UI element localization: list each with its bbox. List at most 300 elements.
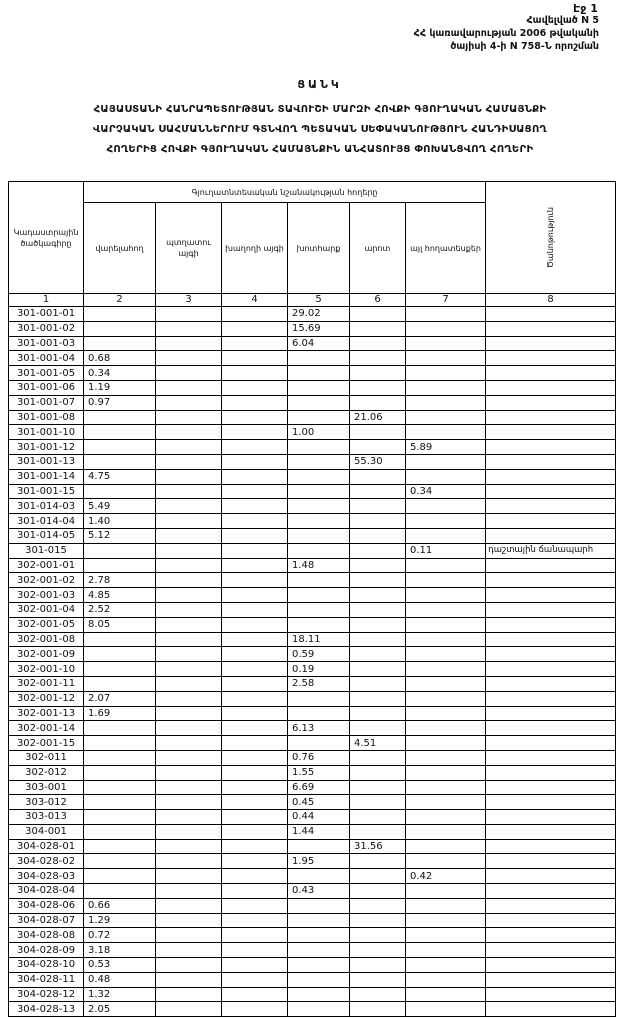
vineyard-cell (222, 810, 288, 825)
arable-cell (84, 425, 156, 440)
table-row (9, 573, 616, 588)
orchard-cell (156, 440, 222, 455)
other-land-cell: 0.34 (406, 484, 486, 499)
arable-cell: 4.85 (84, 588, 156, 603)
orchard-cell (156, 736, 222, 751)
pasture-cell (350, 824, 406, 839)
table-row (9, 617, 616, 632)
pasture-cell (350, 484, 406, 499)
notes-cell (486, 810, 616, 825)
pasture-cell (350, 469, 406, 484)
other-land-cell (406, 736, 486, 751)
hayfield-cell (288, 499, 350, 514)
column-header-arable: վարելահող (84, 203, 156, 294)
hayfield-cell (288, 469, 350, 484)
vineyard-cell (222, 795, 288, 810)
notes-cell (486, 972, 616, 987)
cadastral-code-cell: 301-001-12 (9, 440, 84, 455)
cadastral-code-cell: 301-001-14 (9, 469, 84, 484)
other-land-cell (406, 898, 486, 913)
cadastral-code-cell: 302-001-04 (9, 602, 84, 617)
pasture-cell (350, 558, 406, 573)
column-number: 5 (288, 294, 350, 307)
notes-cell (486, 958, 616, 973)
pasture-cell (350, 573, 406, 588)
other-land-cell (406, 972, 486, 987)
pasture-cell (350, 913, 406, 928)
hayfield-cell: 6.04 (288, 336, 350, 351)
hayfield-cell: 0.59 (288, 647, 350, 662)
vineyard-cell (222, 617, 288, 632)
subtitle-line: ՀՈՂԵՐԻՑ ՀՈՎՔԻ ԳՅՈՒՂԱԿԱՆ ՀԱՄԱՅՆՔԻՆ ԱՆՀԱՏՈՒՅՑ ՓՈԽԱՆՑՎՈՂ ՀՈՂԵՐԻ (106, 144, 534, 155)
cadastral-code-cell: 301-001-01 (9, 307, 84, 322)
pasture-cell (350, 366, 406, 381)
hayfield-cell (288, 928, 350, 943)
arable-cell (84, 839, 156, 854)
table-row (9, 721, 616, 736)
notes-cell (486, 765, 616, 780)
vineyard-cell (222, 662, 288, 677)
table-row (9, 395, 616, 410)
arable-cell (84, 454, 156, 469)
orchard-cell (156, 706, 222, 721)
arable-cell (84, 736, 156, 751)
hayfield-cell: 1.44 (288, 824, 350, 839)
pasture-cell (350, 632, 406, 647)
hayfield-cell (288, 943, 350, 958)
other-land-cell (406, 884, 486, 899)
notes-cell (486, 854, 616, 869)
pasture-cell (350, 854, 406, 869)
cadastral-code-cell: 301-015 (9, 543, 84, 558)
hayfield-cell (288, 484, 350, 499)
table-row (9, 588, 616, 603)
table-row (9, 425, 616, 440)
notes-cell (486, 928, 616, 943)
orchard-cell (156, 499, 222, 514)
orchard-cell (156, 617, 222, 632)
notes-cell (486, 617, 616, 632)
table-row (9, 484, 616, 499)
other-land-cell: 5.89 (406, 440, 486, 455)
cadastral-code-cell: 302-001-12 (9, 691, 84, 706)
cadastral-code-cell: 304-028-11 (9, 972, 84, 987)
column-header-cadastral-code: Կադաստրային ծածկագիրը (9, 182, 84, 294)
table-row (9, 469, 616, 484)
pasture-cell (350, 425, 406, 440)
pasture-cell (350, 588, 406, 603)
orchard-cell (156, 662, 222, 677)
vineyard-cell (222, 366, 288, 381)
vineyard-cell (222, 676, 288, 691)
pasture-cell (350, 499, 406, 514)
notes-cell (486, 913, 616, 928)
hayfield-cell: 18.11 (288, 632, 350, 647)
notes-cell (486, 440, 616, 455)
arable-cell: 0.66 (84, 898, 156, 913)
vineyard-cell (222, 573, 288, 588)
cadastral-code-cell: 302-001-11 (9, 676, 84, 691)
arable-cell: 2.78 (84, 573, 156, 588)
pasture-cell (350, 765, 406, 780)
hayfield-cell: 1.55 (288, 765, 350, 780)
table-row (9, 972, 616, 987)
pasture-cell (350, 898, 406, 913)
vineyard-cell (222, 898, 288, 913)
hayfield-cell (288, 839, 350, 854)
cadastral-code-cell: 301-001-05 (9, 366, 84, 381)
orchard-cell (156, 750, 222, 765)
arable-cell (84, 750, 156, 765)
column-number: 6 (350, 294, 406, 307)
hayfield-cell: 6.69 (288, 780, 350, 795)
arable-cell (84, 795, 156, 810)
orchard-cell (156, 366, 222, 381)
hayfield-cell (288, 1002, 350, 1017)
orchard-cell (156, 514, 222, 529)
other-land-cell (406, 765, 486, 780)
hayfield-cell (288, 913, 350, 928)
pasture-cell (350, 351, 406, 366)
orchard-cell (156, 410, 222, 425)
vineyard-cell (222, 706, 288, 721)
pasture-cell (350, 928, 406, 943)
hayfield-cell (288, 691, 350, 706)
vineyard-cell (222, 440, 288, 455)
notes-cell (486, 366, 616, 381)
pasture-cell: 4.51 (350, 736, 406, 751)
vineyard-cell (222, 869, 288, 884)
arable-cell (84, 854, 156, 869)
hayfield-cell (288, 514, 350, 529)
other-land-cell (406, 928, 486, 943)
pasture-cell (350, 958, 406, 973)
arable-cell: 5.12 (84, 528, 156, 543)
vineyard-cell (222, 884, 288, 899)
orchard-cell (156, 913, 222, 928)
orchard-cell (156, 543, 222, 558)
pasture-cell (350, 602, 406, 617)
table-row (9, 913, 616, 928)
cadastral-code-cell: 302-001-09 (9, 647, 84, 662)
other-land-cell (406, 943, 486, 958)
hayfield-cell (288, 543, 350, 558)
vineyard-cell (222, 854, 288, 869)
other-land-cell (406, 588, 486, 603)
notes-cell (486, 588, 616, 603)
hayfield-cell (288, 395, 350, 410)
arable-cell: 1.29 (84, 913, 156, 928)
arable-cell (84, 440, 156, 455)
cadastral-code-cell: 304-028-04 (9, 884, 84, 899)
orchard-cell (156, 321, 222, 336)
pasture-cell (350, 336, 406, 351)
hayfield-cell: 1.48 (288, 558, 350, 573)
hayfield-cell (288, 573, 350, 588)
table-row (9, 440, 616, 455)
orchard-cell (156, 336, 222, 351)
orchard-cell (156, 824, 222, 839)
pasture-cell (350, 676, 406, 691)
pasture-cell (350, 706, 406, 721)
other-land-cell (406, 913, 486, 928)
notes-cell (486, 410, 616, 425)
other-land-cell (406, 676, 486, 691)
orchard-cell (156, 395, 222, 410)
pasture-cell (350, 795, 406, 810)
other-land-cell (406, 602, 486, 617)
hayfield-cell: 0.19 (288, 662, 350, 677)
column-header-orchard: պտղատու այգի (156, 203, 222, 294)
table-row (9, 676, 616, 691)
notes-cell (486, 676, 616, 691)
orchard-cell (156, 972, 222, 987)
pasture-cell (350, 691, 406, 706)
cadastral-code-cell: 302-001-13 (9, 706, 84, 721)
arable-cell: 0.53 (84, 958, 156, 973)
hayfield-cell (288, 617, 350, 632)
vineyard-cell (222, 543, 288, 558)
notes-cell (486, 528, 616, 543)
pasture-cell (350, 395, 406, 410)
notes-cell (486, 884, 616, 899)
orchard-cell (156, 854, 222, 869)
hayfield-cell: 0.44 (288, 810, 350, 825)
arable-cell: 0.97 (84, 395, 156, 410)
page-number: Էջ 1 (573, 2, 598, 15)
cadastral-code-cell: 304-028-09 (9, 943, 84, 958)
pasture-cell (350, 307, 406, 322)
arable-cell (84, 676, 156, 691)
pasture-cell: 31.56 (350, 839, 406, 854)
arable-cell (84, 321, 156, 336)
annex-line: ծայիսի 4-ի N 758-Ն որոշման (450, 41, 599, 52)
pasture-cell (350, 810, 406, 825)
pasture-cell (350, 440, 406, 455)
column-number: 1 (9, 294, 84, 307)
table-row (9, 366, 616, 381)
other-land-cell (406, 469, 486, 484)
pasture-cell: 21.06 (350, 410, 406, 425)
subtitle-line: ՎԱՐՉԱԿԱՆ ՍԱՀՄԱՆՆԵՐՈՒՄ ԳՏՆՎՈՂ ՊԵՏԱԿԱՆ ՍԵՓԱԿԱՆՈՒԹՅՈՒՆ ՀԱՆԴԻՍԱՑՈՂ (92, 124, 548, 135)
cadastral-code-cell: 302-001-14 (9, 721, 84, 736)
vineyard-cell (222, 647, 288, 662)
pasture-cell (350, 780, 406, 795)
other-land-cell (406, 528, 486, 543)
table-row (9, 410, 616, 425)
orchard-cell (156, 528, 222, 543)
notes-cell (486, 425, 616, 440)
column-number: 3 (156, 294, 222, 307)
hayfield-cell (288, 366, 350, 381)
table-row (9, 958, 616, 973)
cadastral-code-cell: 304-028-02 (9, 854, 84, 869)
pasture-cell (350, 987, 406, 1002)
notes-cell (486, 602, 616, 617)
document-title: ՑԱՆԿ (297, 78, 342, 91)
vineyard-cell (222, 558, 288, 573)
other-land-cell (406, 780, 486, 795)
other-land-cell (406, 795, 486, 810)
table-row (9, 647, 616, 662)
notes-cell (486, 514, 616, 529)
subtitle-line: ՀԱՅԱՍՏԱՆԻ ՀԱՆՐԱՊԵՏՈՒԹՅԱՆ ՏԱՎՈՒՇԻ ՄԱՐԶԻ ՀՈՎՔԻ ԳՅՈՒՂԱԿԱՆ ՀԱՄԱՅՆՔԻ (93, 104, 547, 115)
cadastral-code-cell: 301-014-04 (9, 514, 84, 529)
notes-cell (486, 691, 616, 706)
vineyard-cell (222, 750, 288, 765)
cadastral-code-cell: 303-012 (9, 795, 84, 810)
other-land-cell: 0.42 (406, 869, 486, 884)
hayfield-cell (288, 706, 350, 721)
vineyard-cell (222, 632, 288, 647)
vineyard-cell (222, 928, 288, 943)
table-row (9, 943, 616, 958)
other-land-cell (406, 706, 486, 721)
column-header-vineyard: խաղողի այգի (222, 203, 288, 294)
other-land-cell (406, 750, 486, 765)
annex-reference (349, 14, 599, 53)
hayfield-cell (288, 351, 350, 366)
other-land-cell (406, 558, 486, 573)
vineyard-cell (222, 721, 288, 736)
pasture-cell (350, 380, 406, 395)
arable-cell: 0.48 (84, 972, 156, 987)
other-land-cell (406, 824, 486, 839)
notes-cell (486, 943, 616, 958)
pasture-cell (350, 528, 406, 543)
notes-cell (486, 573, 616, 588)
table-row (9, 351, 616, 366)
arable-cell: 1.40 (84, 514, 156, 529)
arable-cell (84, 558, 156, 573)
vineyard-cell (222, 943, 288, 958)
pasture-cell (350, 543, 406, 558)
cadastral-code-cell: 301-001-03 (9, 336, 84, 351)
vineyard-cell (222, 351, 288, 366)
cadastral-code-cell: 301-001-08 (9, 410, 84, 425)
notes-cell (486, 321, 616, 336)
orchard-cell (156, 943, 222, 958)
other-land-cell (406, 691, 486, 706)
orchard-cell (156, 469, 222, 484)
arable-cell: 4.75 (84, 469, 156, 484)
hayfield-cell (288, 380, 350, 395)
table-row (9, 824, 616, 839)
pasture-cell (350, 943, 406, 958)
other-land-cell (406, 662, 486, 677)
vineyard-cell (222, 987, 288, 1002)
cadastral-code-cell: 304-028-03 (9, 869, 84, 884)
group-header-agricultural-land: Գյուղատնտեսական նշանակության հողերը (84, 182, 486, 203)
column-header-pasture: արոտ (350, 203, 406, 294)
other-land-cell (406, 514, 486, 529)
annex-line: ՀՀ կառավարության 2006 թվականի (413, 28, 599, 39)
hayfield-cell: 29.02 (288, 307, 350, 322)
orchard-cell (156, 810, 222, 825)
column-number-row (9, 294, 616, 307)
notes-cell (486, 839, 616, 854)
hayfield-cell: 1.95 (288, 854, 350, 869)
pasture-cell: 55.30 (350, 454, 406, 469)
vineyard-cell (222, 514, 288, 529)
arable-cell (84, 307, 156, 322)
vineyard-cell (222, 958, 288, 973)
table-row (9, 869, 616, 884)
orchard-cell (156, 780, 222, 795)
table-row (9, 780, 616, 795)
table-row (9, 454, 616, 469)
notes-cell (486, 336, 616, 351)
vineyard-cell (222, 469, 288, 484)
cadastral-code-cell: 301-001-07 (9, 395, 84, 410)
notes-cell (486, 706, 616, 721)
arable-cell: 0.72 (84, 928, 156, 943)
notes-cell: դաշտային ճանապարհ (486, 543, 616, 558)
table-row (9, 602, 616, 617)
orchard-cell (156, 898, 222, 913)
vineyard-cell (222, 780, 288, 795)
orchard-cell (156, 958, 222, 973)
table-row (9, 336, 616, 351)
other-land-cell (406, 958, 486, 973)
table-row (9, 706, 616, 721)
cadastral-code-cell: 302-001-10 (9, 662, 84, 677)
vineyard-cell (222, 588, 288, 603)
orchard-cell (156, 307, 222, 322)
other-land-cell (406, 647, 486, 662)
hayfield-cell: 15.69 (288, 321, 350, 336)
vineyard-cell (222, 691, 288, 706)
other-land-cell (406, 307, 486, 322)
cadastral-code-cell: 304-028-13 (9, 1002, 84, 1017)
vineyard-cell (222, 454, 288, 469)
table-row (9, 514, 616, 529)
orchard-cell (156, 647, 222, 662)
table-row (9, 307, 616, 322)
cadastral-code-cell: 301-001-13 (9, 454, 84, 469)
table-row (9, 987, 616, 1002)
orchard-cell (156, 484, 222, 499)
other-land-cell (406, 410, 486, 425)
cadastral-code-cell: 301-001-04 (9, 351, 84, 366)
hayfield-cell (288, 440, 350, 455)
other-land-cell (406, 380, 486, 395)
hayfield-cell: 0.45 (288, 795, 350, 810)
notes-cell (486, 380, 616, 395)
other-land-cell (406, 425, 486, 440)
hayfield-cell (288, 869, 350, 884)
annex-line: Հավելված N 5 (526, 15, 599, 26)
pasture-cell (350, 721, 406, 736)
orchard-cell (156, 869, 222, 884)
arable-cell (84, 484, 156, 499)
cadastral-code-cell: 301-001-10 (9, 425, 84, 440)
arable-cell (84, 780, 156, 795)
column-header-hayfield: խոտհարք (288, 203, 350, 294)
column-header-other-land: այլ հողատեսքեր (406, 203, 486, 294)
arable-cell: 1.19 (84, 380, 156, 395)
table-row (9, 1002, 616, 1017)
vineyard-cell (222, 425, 288, 440)
notes-cell (486, 647, 616, 662)
table-row (9, 884, 616, 899)
cadastral-code-cell: 301-014-03 (9, 499, 84, 514)
hayfield-cell (288, 528, 350, 543)
cadastral-code-cell: 301-014-05 (9, 528, 84, 543)
notes-cell (486, 454, 616, 469)
other-land-cell (406, 617, 486, 632)
hayfield-cell (288, 736, 350, 751)
